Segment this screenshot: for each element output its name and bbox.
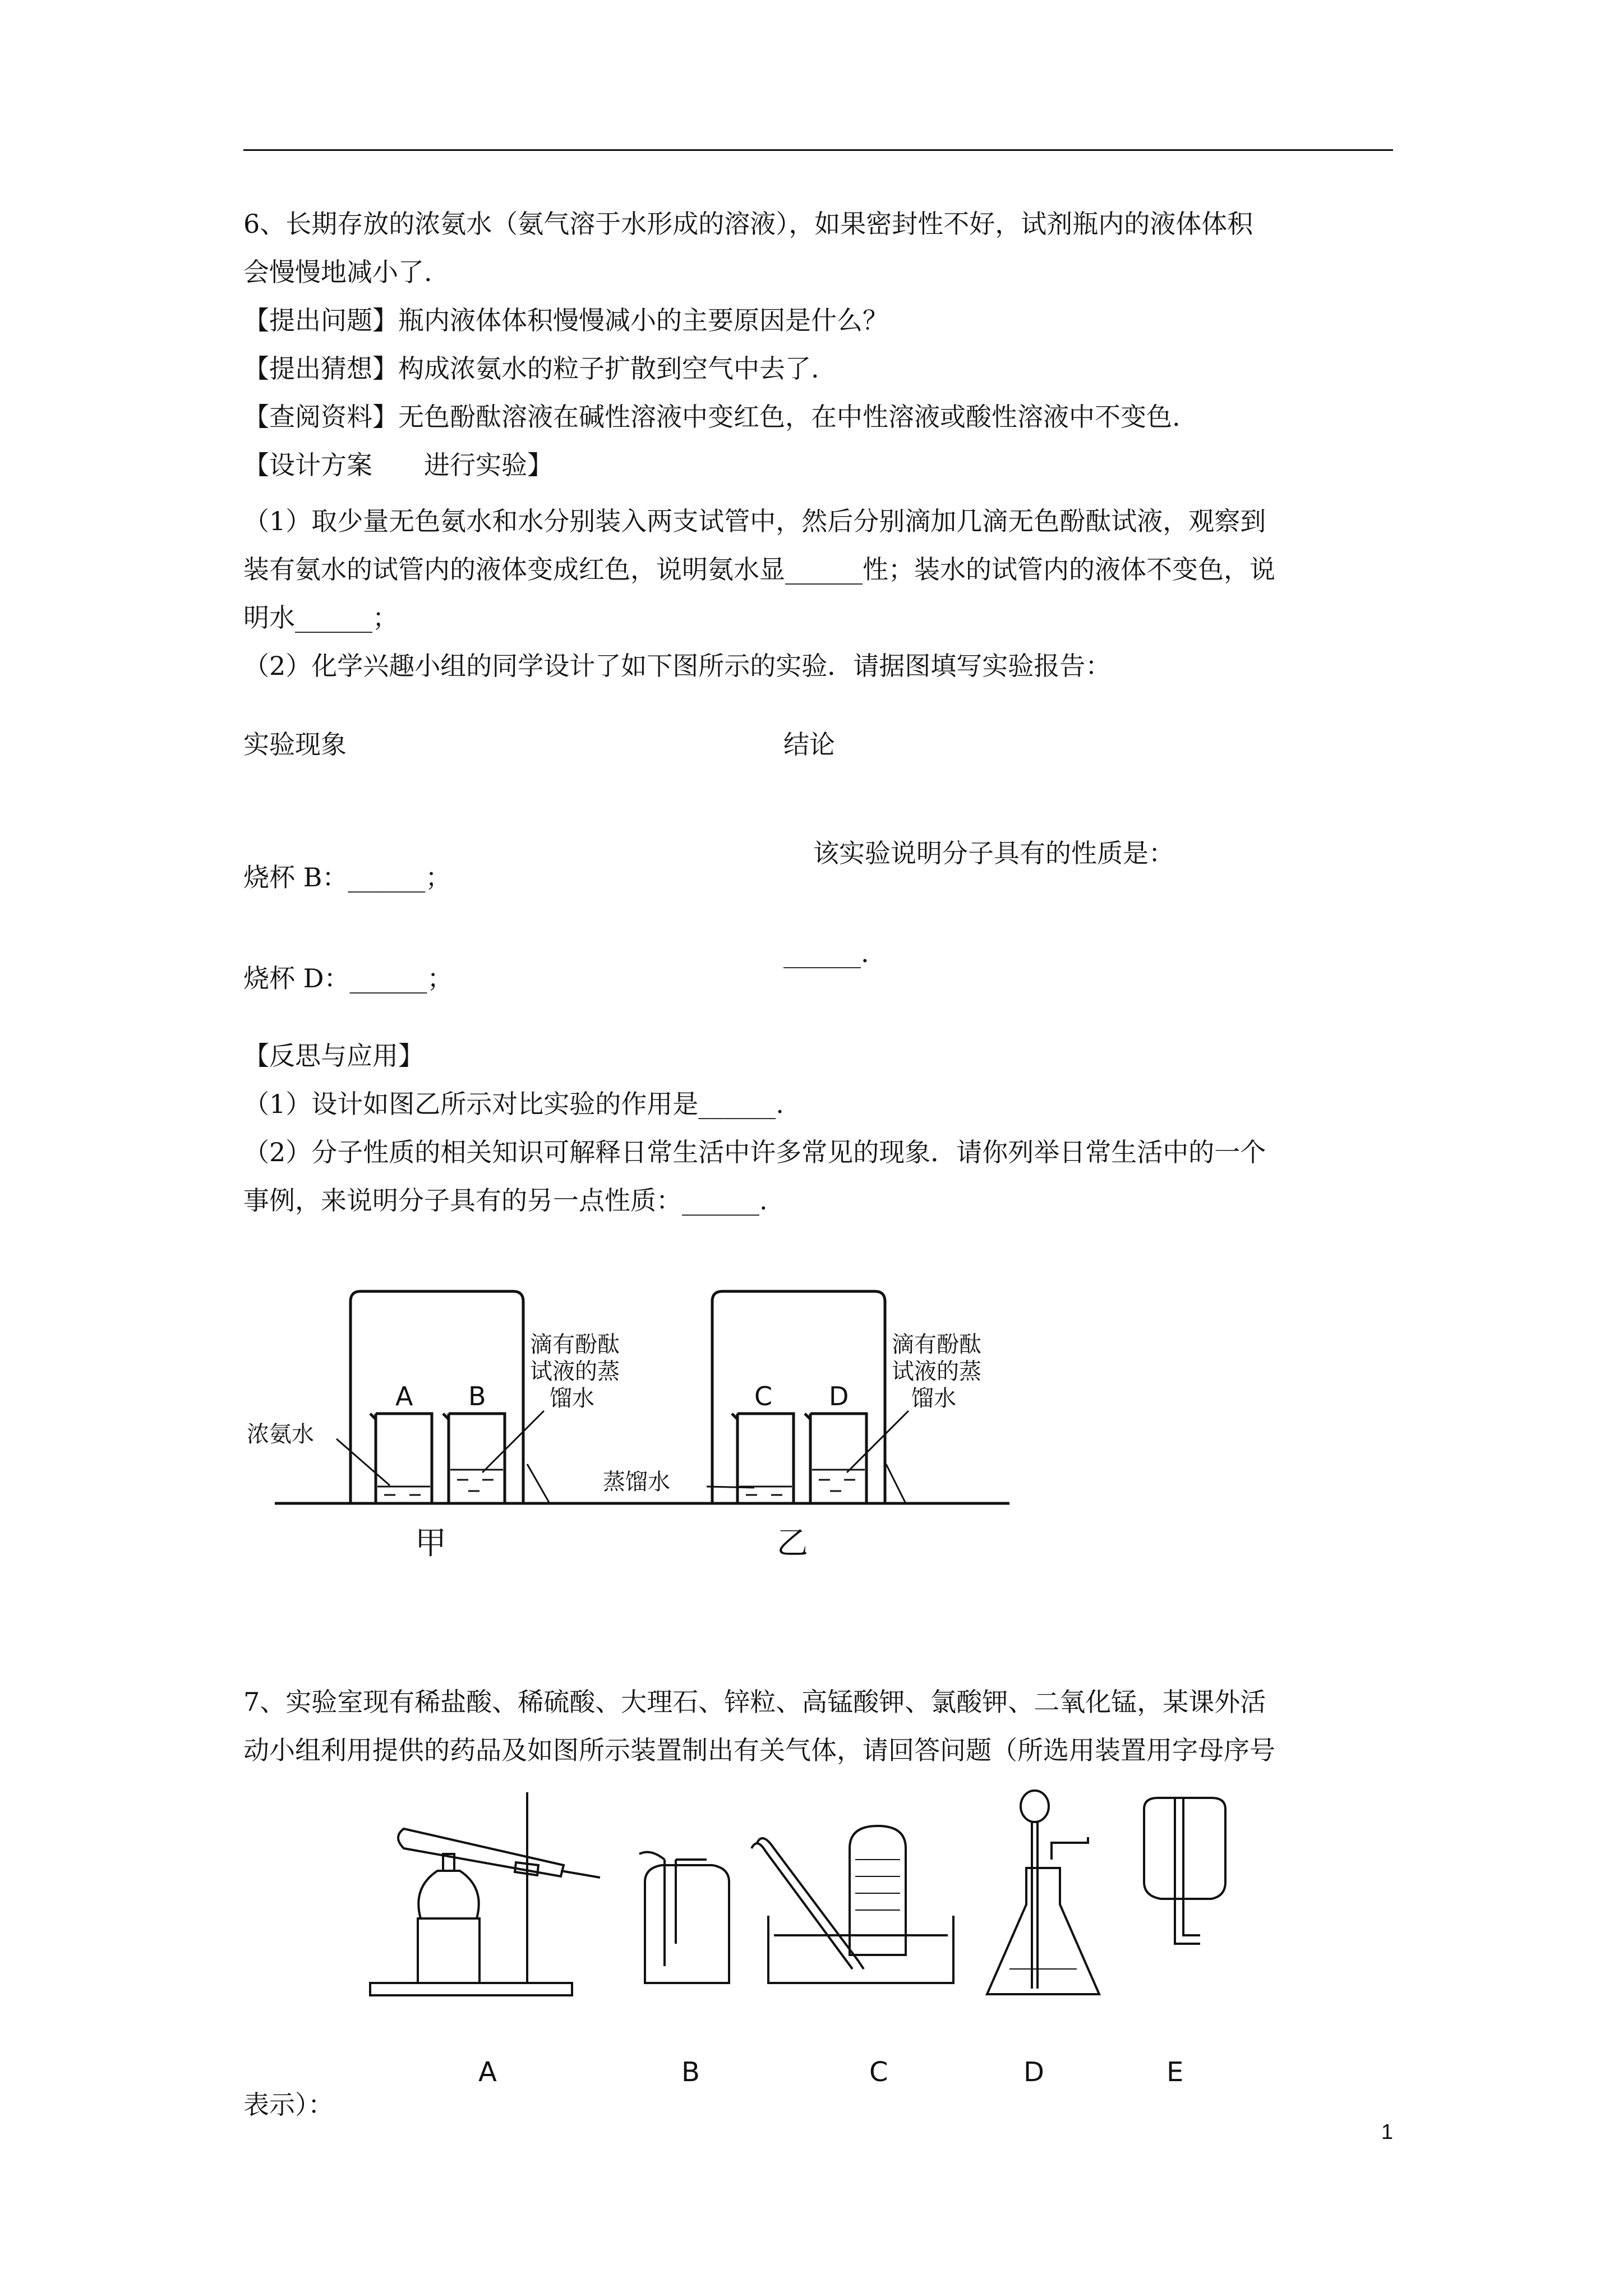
reflection-2-line1: （2）分子性质的相关知识可解释日常生活中许多常见的现象．请你列举日常生活中的一个	[243, 1137, 1266, 1167]
apparatus-label-c: C	[869, 2056, 888, 2088]
beaker-d-line: 烧杯 D：______；	[243, 963, 453, 993]
distilled-label: 蒸馏水	[603, 1469, 670, 1495]
q7-line2: 动小组利用提供的药品及如图所示装置制出有关气体，请回答问题（所选用装置用字母序号	[243, 1735, 1275, 1765]
stand-base-a	[370, 1983, 572, 1995]
q6-step1-line2: 装有氨水的试管内的液体变成红色，说明氨水显______性；装水的试管内的液体不变色，说	[243, 554, 1275, 585]
apparatus-label-d: D	[1023, 2056, 1044, 2088]
beaker-d	[805, 1414, 866, 1503]
label-d: D	[829, 1381, 849, 1411]
q6-step2: （2）化学兴趣小组的同学设计了如下图所示的实验．请据图填写实验报告：	[243, 651, 1112, 681]
reflection-1: （1）设计如图乙所示对比实验的作用是______.	[243, 1089, 784, 1119]
ammonia-label: 浓氨水	[247, 1421, 314, 1447]
page-number: 1	[1381, 2120, 1393, 2144]
q6-step1-line1: （1）取少量无色氨水和水分别装入两支试管中，然后分别滴加几滴无色酚酞试液，观察到	[243, 506, 1266, 536]
phenol-label-jia-1: 滴有酚酞	[530, 1332, 620, 1358]
conclusion-text: 该实验说明分子具有的性质是：	[813, 838, 1174, 868]
conical-flask-d	[987, 1868, 1099, 1994]
reflection-heading: 【反思与应用】	[243, 1041, 424, 1071]
wood-block-a	[418, 1918, 479, 1983]
molecule-diffusion-figure	[247, 1279, 1032, 1571]
phenol-label-jia-2: 试液的蒸	[530, 1359, 620, 1384]
phenol-label-yi-2: 试液的蒸	[892, 1359, 981, 1384]
q7-line1: 7、实验室现有稀盐酸、稀硫酸、大理石、锌粒、高锰酸钾、氯酸钾、二氧化锰，某课外活	[243, 1687, 1266, 1717]
col-conclusion: 结论	[783, 729, 835, 760]
conclusion-blank: ______.	[783, 938, 869, 968]
phenol-label-yi-1: 滴有酚酞	[892, 1332, 981, 1358]
beaker-c	[732, 1414, 794, 1503]
label-b: B	[468, 1381, 486, 1411]
q6-design: 【设计方案 进行实验】	[243, 450, 553, 480]
q7-line3: 表示）：	[243, 2090, 334, 2120]
phenol-label-yi-3: 馏水	[911, 1386, 956, 1411]
q6-hypothesis: 【提出猜想】构成浓氨水的粒子扩散到空气中去了.	[243, 353, 819, 384]
apparatus-label-b: B	[681, 2056, 700, 2088]
col-phenomenon: 实验现象	[243, 729, 347, 760]
q6-reference: 【查阅资料】无色酚酞溶液在碱性溶液中变红色，在中性溶液或酸性溶液中不变色.	[243, 402, 1181, 432]
q6-line2: 会慢慢地减小了.	[243, 257, 432, 287]
thistle-funnel-d	[1021, 1791, 1049, 1822]
apparatus-label-a: A	[478, 2056, 497, 2088]
beaker-b-line: 烧杯 B：______；	[243, 862, 451, 892]
phenol-label-jia-3: 馏水	[550, 1386, 594, 1411]
reflection-2-line2: 事例，来说明分子具有的另一点性质：______.	[243, 1185, 768, 1216]
label-c: C	[754, 1381, 773, 1411]
gas-bottle-b	[645, 1865, 729, 1983]
alcohol-lamp-a	[418, 1871, 479, 1918]
q6-question: 【提出问题】瓶内液体体积慢慢减小的主要原因是什么？	[243, 305, 888, 335]
inverted-bottle-e	[1144, 1798, 1225, 1899]
apparatus-label-e: E	[1166, 2056, 1184, 2088]
apparatus-figure	[359, 1775, 1245, 2112]
header-rule	[243, 149, 1393, 151]
beaker-a	[370, 1414, 432, 1503]
trough-c	[768, 1916, 953, 1983]
label-yi: 乙	[777, 1525, 808, 1562]
q6-line1: 6、长期存放的浓氨水（氨气溶于水形成的溶液），如果密封性不好，试剂瓶内的液体体积	[243, 209, 1253, 239]
q6-step1-line3: 明水______；	[243, 602, 398, 633]
label-jia: 甲	[415, 1525, 446, 1562]
label-a: A	[395, 1381, 413, 1411]
